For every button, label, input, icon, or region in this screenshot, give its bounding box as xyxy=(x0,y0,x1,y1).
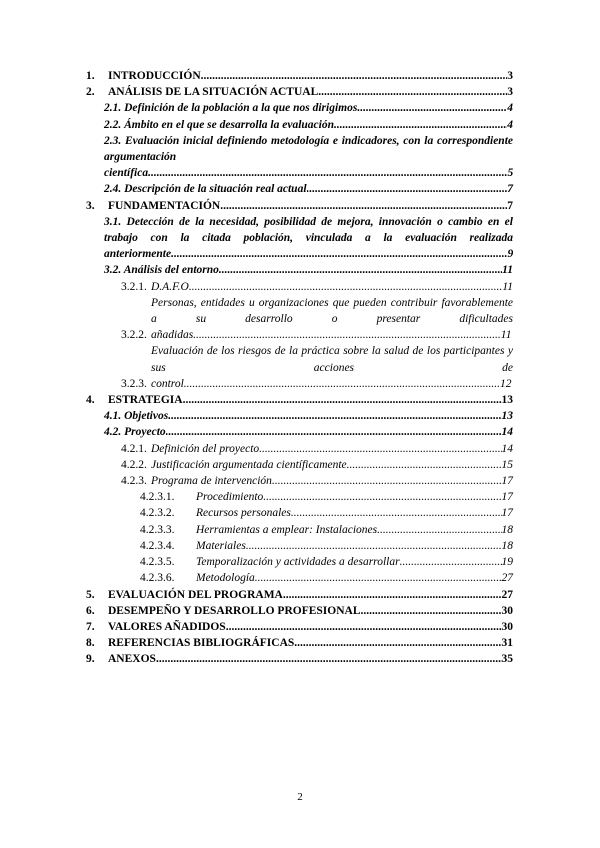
toc-leader-dots: ..................................................................................................................... xyxy=(171,248,508,261)
toc-entry-title: INTRODUCCIÓN xyxy=(108,70,201,82)
toc-entry-number: 4.2.3.6. xyxy=(140,572,175,585)
toc-entry[interactable] xyxy=(86,133,513,182)
toc-entry-number: 4.2.3.5. xyxy=(140,556,175,569)
toc-entry-number: 9. xyxy=(86,653,95,666)
toc-entry-title: Herramientas a emplear: Instalaciones xyxy=(196,523,378,536)
toc-entry-number: 3.2.3. xyxy=(121,377,147,390)
toc-entry-title: 2.4. Descripción de la situación real actual xyxy=(104,183,307,196)
toc-entry[interactable] xyxy=(86,84,513,100)
toc-entry-number: 3. xyxy=(86,199,95,212)
toc-entry-title: Justificación argumentada científicamente xyxy=(151,458,347,471)
toc-entry-page: 17 xyxy=(501,475,513,488)
toc-entry[interactable] xyxy=(86,473,513,489)
toc-entry-title: REFERENCIAS BIBLIOGRÁFICAS xyxy=(108,637,295,650)
toc-entry-title: Evaluación de los riesgos de la práctica sobre la salud de los participantes y sus acciones de control xyxy=(151,345,513,390)
toc-leader-dots: .............................................................................................................. xyxy=(183,377,501,390)
toc-entry-page: 13 xyxy=(501,410,513,423)
toc-entry-page: 30 xyxy=(501,604,513,617)
toc-entry-title: ANEXOS xyxy=(108,653,156,666)
toc-entry-page: 17 xyxy=(501,507,513,520)
toc-entry-title: Recursos personales xyxy=(196,507,291,520)
toc-entry[interactable] xyxy=(86,392,513,408)
toc-entry[interactable] xyxy=(86,489,513,505)
toc-entry[interactable] xyxy=(86,570,513,586)
toc-entry-page: 3 xyxy=(507,86,513,99)
toc-entry[interactable] xyxy=(86,262,513,278)
toc-leader-dots xyxy=(377,522,501,538)
toc-leader-dots xyxy=(291,505,502,521)
toc-entry-title: ANÁLISIS DE LA SITUACIÓN ACTUAL xyxy=(108,86,319,99)
toc-entry-title: EVALUACIÓN DEL PROGRAMA xyxy=(108,588,283,601)
toc-leader-dots xyxy=(166,424,502,440)
toc-entry-page: 4 xyxy=(507,102,513,115)
toc-entry-page: 27 xyxy=(501,572,513,585)
toc-entry-title: VALORES AÑADIDOS xyxy=(108,620,226,633)
toc-entry[interactable] xyxy=(86,424,513,440)
toc-entry[interactable] xyxy=(86,505,513,521)
table-of-contents xyxy=(86,68,513,668)
toc-entry-title: 2.1. Definición de la población a la que nos dirigimos xyxy=(104,102,358,115)
toc-entry-title: FUNDAMENTACIÓN xyxy=(108,199,221,212)
toc-entry[interactable] xyxy=(86,279,513,295)
toc-entry[interactable] xyxy=(86,587,513,603)
toc-leader-dots xyxy=(361,603,502,619)
toc-entry[interactable] xyxy=(86,619,513,635)
toc-entry-page: 7 xyxy=(507,199,513,212)
toc-entry-title: D.A.F.O xyxy=(151,280,189,293)
toc-entry[interactable] xyxy=(86,538,513,554)
toc-leader-dots xyxy=(283,587,502,603)
toc-entry-number: 4.2.3. xyxy=(121,475,147,488)
toc-entry[interactable] xyxy=(86,181,513,197)
toc-entry-page: 19 xyxy=(501,556,513,569)
toc-leader-dots xyxy=(318,84,507,100)
toc-leader-dots xyxy=(259,441,501,457)
toc-entry-title: Procedimiento xyxy=(196,491,264,504)
toc-leader-dots xyxy=(255,570,502,586)
toc-entry-number: 4.2.3.2. xyxy=(140,507,175,520)
toc-leader-dots xyxy=(219,262,502,278)
toc-entry-title: Metodología xyxy=(196,572,255,585)
toc-entry-title: Definición del proyecto xyxy=(151,442,260,455)
toc-entry-number: 8. xyxy=(86,637,95,650)
toc-entry-title: 2.2. Ámbito en el que se desarrolla la evaluación xyxy=(104,118,334,131)
toc-entry-page: 13 xyxy=(501,394,513,407)
toc-entry-title: DESEMPEÑO Y DESARROLLO PROFESIONAL xyxy=(108,604,361,617)
toc-leader-dots xyxy=(201,68,508,84)
toc-entry-page: 11 xyxy=(502,264,513,277)
toc-entry-number: 4. xyxy=(86,394,95,407)
toc-entry-page: 14 xyxy=(501,426,513,439)
toc-entry-number: 4.2.1. xyxy=(121,442,147,455)
toc-entry-number: 3.2.2. xyxy=(121,329,147,342)
toc-entry-title: Programa de intervención xyxy=(151,475,272,488)
toc-entry[interactable] xyxy=(86,554,513,570)
toc-leader-dots xyxy=(357,100,507,116)
toc-leader-dots xyxy=(263,489,501,505)
toc-entry[interactable] xyxy=(86,457,513,473)
toc-entry-title: ESTRATEGIA xyxy=(108,394,183,407)
toc-entry-page: 30 xyxy=(501,620,513,633)
toc-leader-dots: ............................................................................................................................. xyxy=(148,167,508,180)
toc-leader-dots xyxy=(226,619,502,635)
toc-entry-title: 2.3. Evaluación inicial definiendo metodología e indicadores, con la correspondiente argumentación científica xyxy=(104,134,513,180)
toc-entry-page: 14 xyxy=(501,442,513,455)
toc-entry[interactable] xyxy=(86,651,513,667)
toc-entry[interactable] xyxy=(86,522,513,538)
toc-entry-page: 18 xyxy=(501,523,513,536)
toc-entry-number: 4.2.3.3. xyxy=(140,523,175,536)
toc-entry[interactable] xyxy=(86,408,513,424)
toc-leader-dots xyxy=(246,538,502,554)
toc-entry-number: 6. xyxy=(86,604,95,617)
toc-leader-dots xyxy=(183,392,502,408)
toc-entry-title: 3.2. Análisis del entorno xyxy=(104,264,219,277)
toc-entry-page: 9 xyxy=(507,248,514,261)
toc-entry[interactable] xyxy=(86,635,513,651)
toc-entry[interactable] xyxy=(86,441,513,457)
toc-entry-number: 4.2.2. xyxy=(121,458,147,471)
toc-leader-dots xyxy=(168,408,501,424)
toc-entry-page: 27 xyxy=(501,588,513,601)
toc-entry-number: 4.2.3.4. xyxy=(140,539,175,552)
toc-leader-dots xyxy=(294,635,501,651)
toc-entry[interactable] xyxy=(86,100,513,116)
toc-entry-page: 17 xyxy=(501,491,513,504)
toc-entry-title: Temporalización y actividades a desarrollar xyxy=(196,556,400,569)
toc-entry-page: 5 xyxy=(507,167,514,180)
toc-entry-title: 4.1. Objetivos xyxy=(104,410,169,423)
toc-entry-number: 1. xyxy=(86,70,95,82)
toc-entry-number: 2. xyxy=(86,86,95,99)
toc-entry-page: 4 xyxy=(507,118,513,131)
toc-entry-title: Materiales xyxy=(196,539,246,552)
toc-entry-number: 5. xyxy=(86,588,95,601)
toc-entry-title: 4.2. Proyecto xyxy=(104,426,166,439)
toc-entry-page: 12 xyxy=(500,377,512,390)
toc-leader-dots xyxy=(156,651,502,667)
toc-leader-dots xyxy=(189,279,503,295)
toc-leader-dots xyxy=(272,473,502,489)
toc-leader-dots xyxy=(220,198,507,214)
toc-leader-dots xyxy=(400,554,502,570)
toc-entry[interactable] xyxy=(86,603,513,619)
toc-entry-page: 31 xyxy=(501,637,513,650)
toc-entry-page: 7 xyxy=(507,183,513,196)
toc-entry[interactable] xyxy=(86,198,513,214)
toc-entry[interactable] xyxy=(86,295,513,344)
toc-leader-dots xyxy=(347,457,502,473)
toc-entry-page: 3 xyxy=(507,70,513,82)
toc-entry[interactable] xyxy=(86,68,513,84)
page-number: 2 xyxy=(297,791,303,803)
toc-entry-page: 11 xyxy=(502,280,513,293)
toc-leader-dots xyxy=(334,117,507,133)
toc-entry-title: Personas, entidades u organizaciones que pueden contribuir favorablemente a su desarrollo o presentar dificultades añadidas xyxy=(151,296,513,342)
toc-entry-number: 3.2.1. xyxy=(121,280,147,293)
toc-entry-page: 15 xyxy=(501,458,513,471)
toc-entry[interactable] xyxy=(86,343,513,392)
toc-leader-dots: ........................................................................................................... xyxy=(193,329,501,342)
toc-entry[interactable] xyxy=(86,117,513,133)
toc-entry-page: 11 xyxy=(500,329,512,342)
toc-entry[interactable] xyxy=(86,214,513,263)
toc-entry-title: 3.1. Detección de la necesidad, posibilidad de mejora, innovación o cambio en el trabajo con la citada población, vinculada a la evaluación realizada anteriormente xyxy=(104,215,513,261)
toc-entry-number: 7. xyxy=(86,620,95,633)
toc-entry-page: 18 xyxy=(501,539,513,552)
toc-leader-dots xyxy=(307,181,508,197)
toc-entry-number: 4.2.3.1. xyxy=(140,491,175,504)
toc-entry-page: 35 xyxy=(501,653,513,666)
